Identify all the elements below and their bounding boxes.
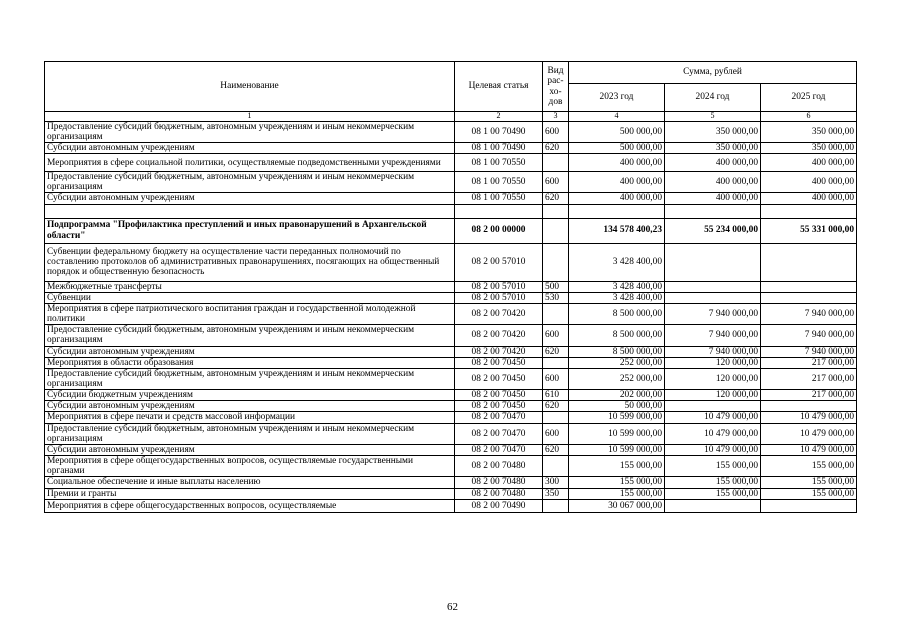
row-target-code: 08 2 00 70420 [455,303,543,324]
row-sum-2023: 10 599 000,00 [569,412,665,423]
row-sum-2024: 400 000,00 [665,172,761,193]
row-name: Субсидии бюджетным учреждениям [45,390,455,401]
row-sum-2023: 134 578 400,23 [569,218,665,243]
header-year-2023: 2023 год [569,84,665,112]
row-target-code: 08 2 00 70480 [455,477,543,488]
table-row [45,412,857,423]
row-expense-type: 600 [543,172,569,193]
row-expense-type: 600 [543,368,569,389]
row-target-code: 08 2 00 70480 [455,488,543,499]
row-sum-2024: 120 000,00 [665,368,761,389]
row-sum-2025: 155 000,00 [761,477,857,488]
row-sum-2025 [761,243,857,281]
row-target-code: 08 2 00 70450 [455,357,543,368]
column-number: 5 [665,112,761,122]
row-sum-2023: 8 500 000,00 [569,303,665,324]
row-sum-2023: 10 599 000,00 [569,444,665,455]
row-sum-2023: 8 500 000,00 [569,346,665,357]
row-name: Субсидии автономным учреждениям [45,193,455,204]
row-sum-2025 [761,499,857,512]
table-row [45,477,857,488]
row-target-code: 08 2 00 00000 [455,218,543,243]
row-expense-type: 530 [543,292,569,303]
row-expense-type: 600 [543,325,569,346]
row-sum-2024: 155 000,00 [665,488,761,499]
header-sum: Сумма, рублей [569,62,857,84]
row-name: Мероприятия в сфере общегосударственных вопросов, осуществляемые [45,499,455,512]
table-row [45,456,857,477]
row-expense-type: 620 [543,401,569,412]
row-sum-2024: 10 479 000,00 [665,412,761,423]
budget-table [44,61,857,513]
row-sum-2023: 3 428 400,00 [569,281,665,292]
column-number: 2 [455,112,543,122]
row-sum-2025: 55 331 000,00 [761,218,857,243]
row-sum-2025: 400 000,00 [761,154,857,172]
row-sum-2024: 120 000,00 [665,357,761,368]
table-row [45,444,857,455]
row-name: Предоставление субсидий бюджетным, автономным учреждениям и иным некоммерческим организациям [45,368,455,389]
row-name: Субсидии автономным учреждениям [45,142,455,153]
column-number: 6 [761,112,857,122]
row-sum-2023: 400 000,00 [569,154,665,172]
row-sum-2025: 10 479 000,00 [761,412,857,423]
row-target-code: 08 2 00 70490 [455,499,543,512]
row-name: Мероприятия в области образования [45,357,455,368]
row-sum-2023: 50 000,00 [569,401,665,412]
row-sum-2024 [665,292,761,303]
row-name: Мероприятия в сфере общегосударственных вопросов, осуществляемые государственными органами [45,456,455,477]
row-sum-2024 [665,281,761,292]
row-sum-2024: 7 940 000,00 [665,303,761,324]
row-sum-2023 [569,204,665,218]
row-sum-2025: 400 000,00 [761,172,857,193]
table-row [45,499,857,512]
row-sum-2024: 400 000,00 [665,154,761,172]
row-sum-2025: 400 000,00 [761,193,857,204]
row-name: Субсидии автономным учреждениям [45,346,455,357]
row-sum-2024: 55 234 000,00 [665,218,761,243]
row-expense-type: 600 [543,121,569,142]
row-sum-2024: 400 000,00 [665,193,761,204]
row-sum-2023: 155 000,00 [569,488,665,499]
row-target-code: 08 1 00 70550 [455,172,543,193]
page-number: 62 [447,601,458,613]
row-name: Мероприятия в сфере социальной политики, осуществляемые подведомственными учреждениями [45,154,455,172]
row-name: Социальное обеспечение и иные выплаты населению [45,477,455,488]
row-expense-type: 300 [543,477,569,488]
column-number: 1 [45,112,455,122]
table-row [45,303,857,324]
row-sum-2025 [761,281,857,292]
table-row [45,154,857,172]
row-name: Предоставление субсидий бюджетным, автономным учреждениям и иным некоммерческим организациям [45,325,455,346]
table-row [45,357,857,368]
table-row [45,142,857,153]
row-target-code: 08 2 00 57010 [455,243,543,281]
row-sum-2025: 155 000,00 [761,488,857,499]
row-target-code: 08 1 00 70490 [455,142,543,153]
row-sum-2023: 3 428 400,00 [569,243,665,281]
row-sum-2025 [761,204,857,218]
row-target-code: 08 2 00 70450 [455,368,543,389]
row-name: Премии и гранты [45,488,455,499]
row-expense-type [543,154,569,172]
row-sum-2023: 30 067 000,00 [569,499,665,512]
column-number: 4 [569,112,665,122]
table-row [45,172,857,193]
table-body [45,121,857,512]
table-row [45,488,857,499]
row-name: Предоставление субсидий бюджетным, автономным учреждениям и иным некоммерческим организациям [45,172,455,193]
row-sum-2025: 155 000,00 [761,456,857,477]
row-target-code: 08 2 00 57010 [455,281,543,292]
row-target-code: 08 2 00 70420 [455,325,543,346]
row-sum-2023: 10 599 000,00 [569,423,665,444]
row-name: Межбюджетные трансферты [45,281,455,292]
row-target-code: 08 1 00 70490 [455,121,543,142]
row-sum-2023: 400 000,00 [569,193,665,204]
row-expense-type: 350 [543,488,569,499]
header-name: Наименование [45,62,455,112]
row-sum-2023: 400 000,00 [569,172,665,193]
row-sum-2023: 202 000,00 [569,390,665,401]
row-sum-2025: 7 940 000,00 [761,346,857,357]
row-sum-2025: 350 000,00 [761,121,857,142]
row-name: Мероприятия в сфере патриотического воспитания граждан и государственной молодежной политики [45,303,455,324]
row-sum-2025 [761,292,857,303]
row-sum-2024: 7 940 000,00 [665,325,761,346]
row-expense-type: 620 [543,142,569,153]
table-row [45,346,857,357]
table-row [45,368,857,389]
row-target-code: 08 2 00 70450 [455,390,543,401]
row-expense-type [543,499,569,512]
row-name: Субвенции [45,292,455,303]
row-sum-2024 [665,243,761,281]
table-row [45,204,857,218]
row-name: Предоставление субсидий бюджетным, автономным учреждениям и иным некоммерческим организациям [45,121,455,142]
row-sum-2024: 350 000,00 [665,142,761,153]
row-expense-type: 620 [543,444,569,455]
row-expense-type [543,412,569,423]
row-sum-2023: 155 000,00 [569,477,665,488]
table-row [45,121,857,142]
row-target-code: 08 2 00 70470 [455,444,543,455]
row-target-code [455,204,543,218]
table-row [45,243,857,281]
row-sum-2025: 7 940 000,00 [761,325,857,346]
row-target-code: 08 2 00 70420 [455,346,543,357]
row-expense-type [543,456,569,477]
row-sum-2025: 7 940 000,00 [761,303,857,324]
table-row [45,390,857,401]
row-sum-2023: 8 500 000,00 [569,325,665,346]
row-sum-2023: 3 428 400,00 [569,292,665,303]
row-sum-2025 [761,401,857,412]
table-row [45,281,857,292]
row-expense-type: 620 [543,193,569,204]
row-sum-2024: 7 940 000,00 [665,346,761,357]
row-target-code: 08 2 00 70470 [455,412,543,423]
row-expense-type [543,218,569,243]
row-sum-2024 [665,499,761,512]
row-expense-type [543,357,569,368]
column-number: 3 [543,112,569,122]
header-year-2025: 2025 год [761,84,857,112]
row-sum-2023: 155 000,00 [569,456,665,477]
header-vid: Вид рас-хо-дов [543,62,569,112]
table-row [45,401,857,412]
row-sum-2025: 217 000,00 [761,390,857,401]
row-name: Субсидии автономным учреждениям [45,444,455,455]
row-sum-2023: 500 000,00 [569,121,665,142]
row-name: Мероприятия в сфере печати и средств массовой информации [45,412,455,423]
row-target-code: 08 2 00 70470 [455,423,543,444]
header-target: Целевая статья [455,62,543,112]
row-sum-2025: 217 000,00 [761,357,857,368]
row-name: Подпрограмма "Профилактика преступлений и иных правонарушений в Архангельской области" [45,218,455,243]
table-row [45,193,857,204]
row-target-code: 08 2 00 70450 [455,401,543,412]
table-row [45,423,857,444]
row-expense-type [543,303,569,324]
row-sum-2025: 350 000,00 [761,142,857,153]
row-expense-type: 500 [543,281,569,292]
row-sum-2024: 155 000,00 [665,477,761,488]
row-sum-2024 [665,204,761,218]
row-sum-2023: 252 000,00 [569,357,665,368]
row-sum-2023: 500 000,00 [569,142,665,153]
row-name: Субвенции федеральному бюджету на осуществление части переданных полномочий по составлению протоколов об административных правонарушениях, посягающих на общественный порядок и общественную безопасность [45,243,455,281]
row-expense-type [543,243,569,281]
row-sum-2024 [665,401,761,412]
row-target-code: 08 2 00 70480 [455,456,543,477]
row-target-code: 08 2 00 57010 [455,292,543,303]
row-target-code: 08 1 00 70550 [455,154,543,172]
row-sum-2024: 155 000,00 [665,456,761,477]
column-number-row [45,112,857,122]
table-header [45,62,857,122]
row-expense-type: 610 [543,390,569,401]
row-expense-type: 620 [543,346,569,357]
table-row [45,218,857,243]
row-sum-2024: 10 479 000,00 [665,444,761,455]
row-sum-2025: 10 479 000,00 [761,444,857,455]
row-sum-2025: 10 479 000,00 [761,423,857,444]
row-sum-2025: 217 000,00 [761,368,857,389]
row-target-code: 08 1 00 70550 [455,193,543,204]
row-sum-2024: 120 000,00 [665,390,761,401]
row-name: Предоставление субсидий бюджетным, автономным учреждениям и иным некоммерческим организациям [45,423,455,444]
row-sum-2024: 350 000,00 [665,121,761,142]
row-expense-type [543,204,569,218]
row-expense-type: 600 [543,423,569,444]
row-name [45,204,455,218]
table-row [45,292,857,303]
row-name: Субсидии автономным учреждениям [45,401,455,412]
table-row [45,325,857,346]
header-year-2024: 2024 год [665,84,761,112]
row-sum-2024: 10 479 000,00 [665,423,761,444]
row-sum-2023: 252 000,00 [569,368,665,389]
